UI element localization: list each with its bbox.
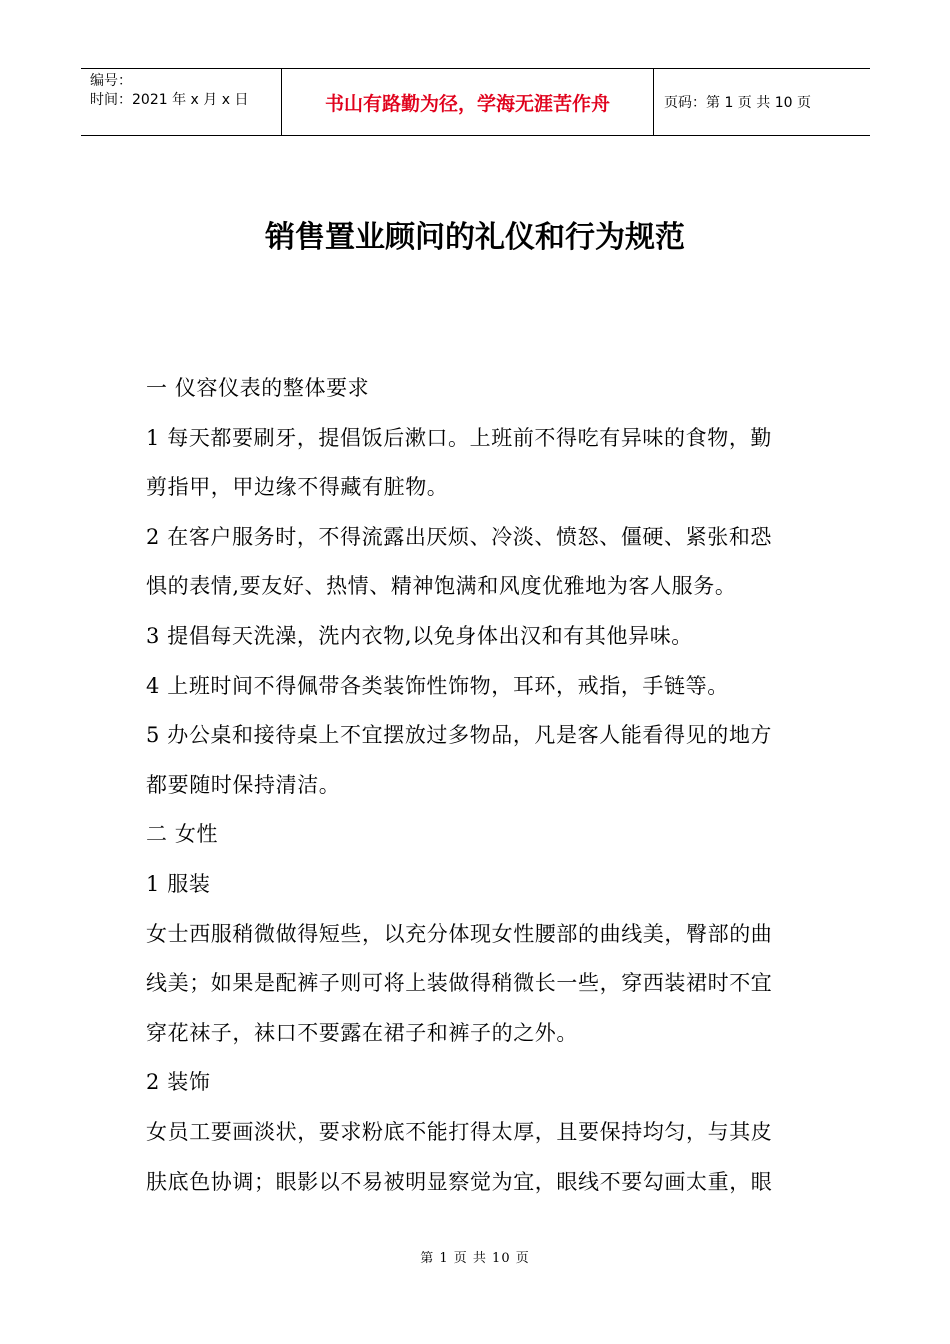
body-line: 1 每天都要刷牙，提倡饭后漱口。上班前不得吃有异味的食物，勤 xyxy=(146,425,773,450)
body-line: 线美；如果是配裤子则可将上装做得稍微长一些，穿西装裙时不宜 xyxy=(146,971,773,996)
body-line: 女员工要画淡状，要求粉底不能打得太厚，且要保持均匀，与其皮 xyxy=(146,1119,773,1144)
body-line: 2 在客户服务时，不得流露出厌烦、冷淡、愤怒、僵硬、紧张和恐 xyxy=(146,524,773,549)
page-info: 页码：第 1 页 共 10 页 xyxy=(664,95,811,111)
body-line: 穿花袜子，袜口不要露在裙子和裤子的之外。 xyxy=(146,1020,578,1045)
body-line: 剪指甲，甲边缘不得藏有脏物。 xyxy=(146,475,449,500)
body-line: 肤底色协调；眼影以不易被明显察觉为宜，眼线不要勾画太重，眼 xyxy=(146,1169,773,1194)
subsection-heading: 1 服装 xyxy=(146,871,211,896)
subsection-heading: 2 装饰 xyxy=(146,1070,211,1095)
page-footer: 第 1 页 共 10 页 xyxy=(420,1251,530,1266)
number-label: 编号： xyxy=(90,73,132,89)
section-heading: 二 女性 xyxy=(146,822,219,847)
header-table xyxy=(81,68,870,136)
document-title: 销售置业顾问的礼仪和行为规范 xyxy=(265,220,685,255)
header-motto-cell xyxy=(282,69,654,135)
body-line: 3 提倡每天洗澡，洗内衣物,以免身体出汉和有其他异味。 xyxy=(146,623,693,648)
document-body xyxy=(146,364,810,1207)
body-line: 女士西服稍微做得短些，以充分体现女性腰部的曲线美，臀部的曲 xyxy=(146,921,773,946)
body-line: 5 办公桌和接待桌上不宜摆放过多物品，凡是客人能看得见的地方 xyxy=(146,723,773,748)
body-line: 都要随时保持清洁。 xyxy=(146,772,341,797)
motto-text: 书山有路勤为径，学海无涯苦作舟 xyxy=(324,92,610,115)
header-meta-cell xyxy=(81,69,282,135)
body-line: 4 上班时间不得佩带各类装饰性饰物，耳环，戒指，手链等。 xyxy=(146,673,729,698)
body-line: 惧的表情,要友好、热情、精神饱满和风度优雅地为客人服务。 xyxy=(146,574,737,599)
section-heading: 一 仪容仪表的整体要求 xyxy=(146,376,370,400)
time-label: 时间：2021 年 x 月 x 日 xyxy=(90,92,249,108)
header-page-cell xyxy=(654,69,870,135)
